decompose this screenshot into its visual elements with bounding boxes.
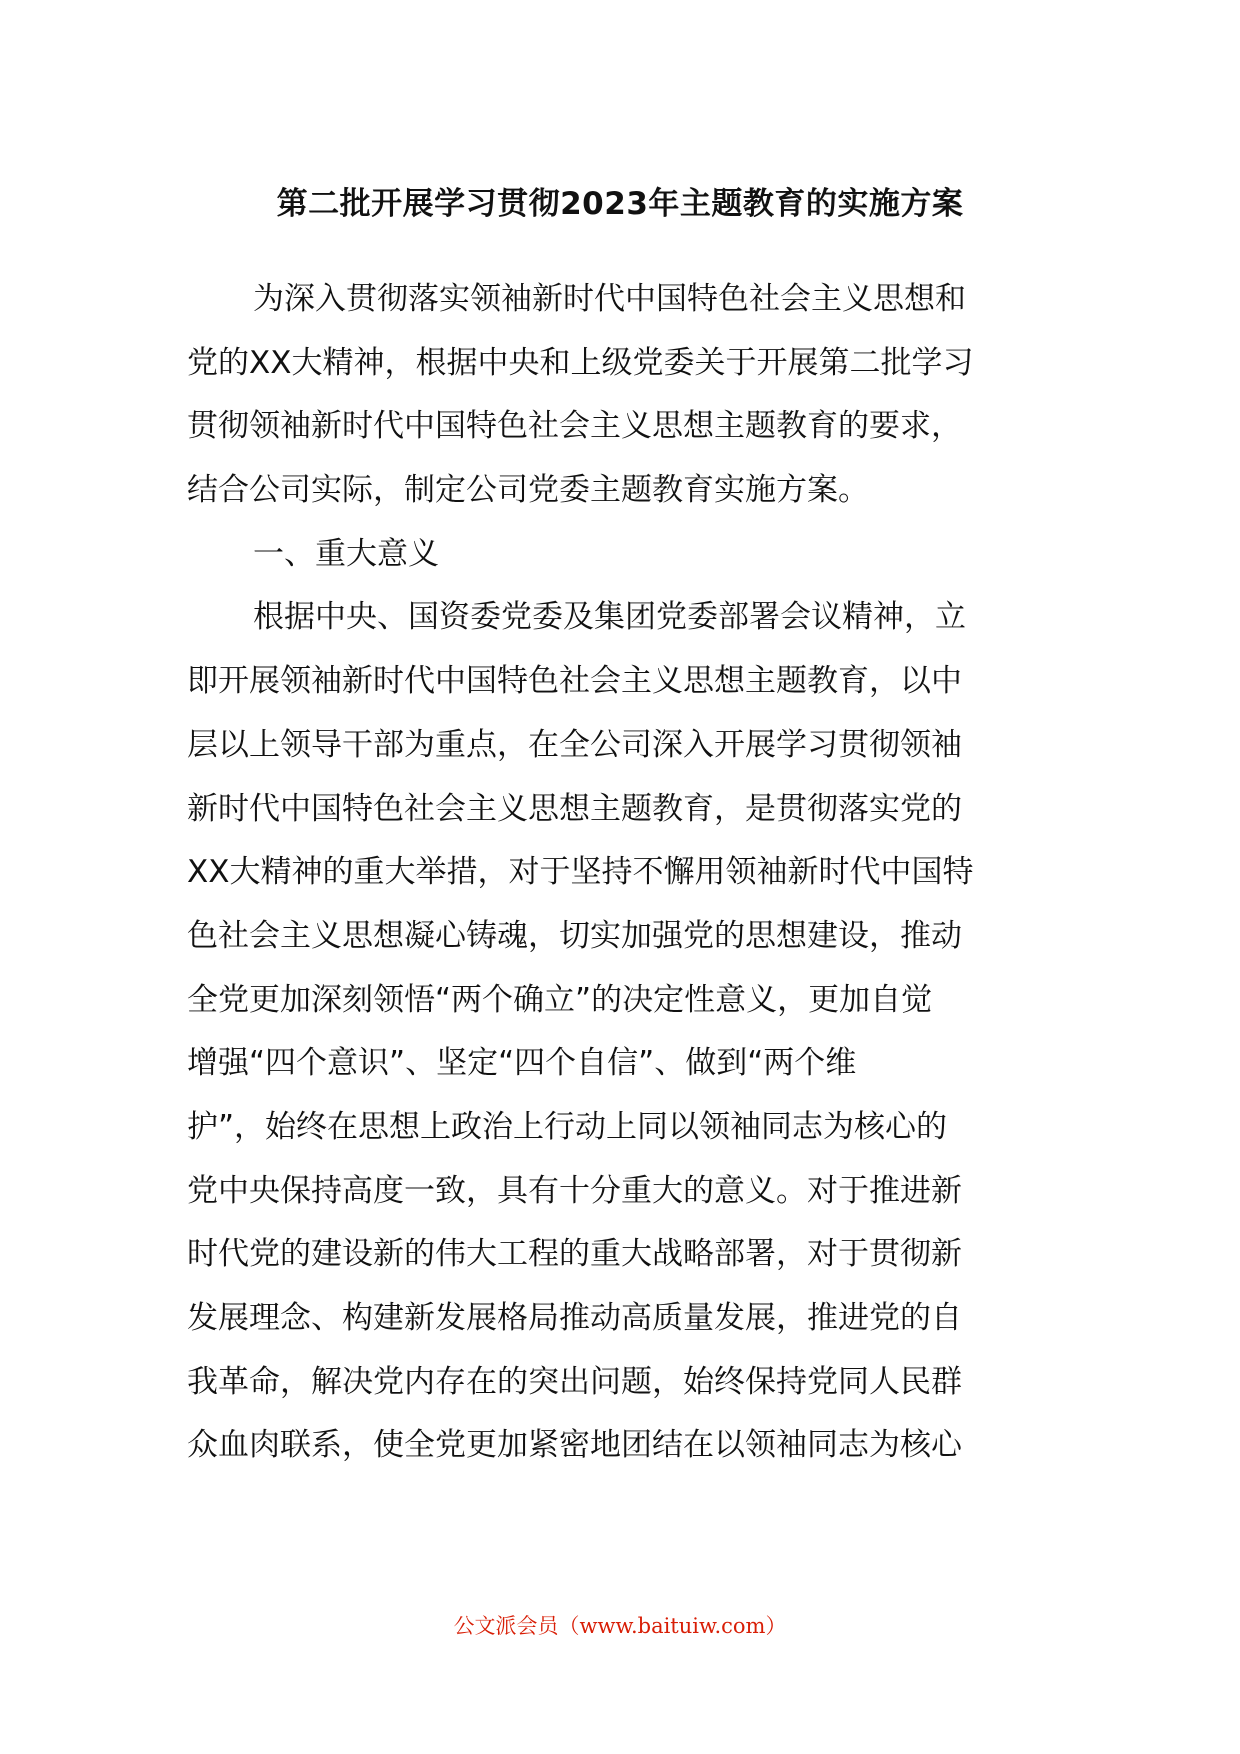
paragraph-line: 发展理念、构建新发展格局推动高质量发展，推进党的自 — [187, 1300, 962, 1336]
paragraph-line: 党中央保持高度一致，具有十分重大的意义。对于推进新 — [187, 1172, 962, 1209]
paragraph-line: XX大精神的重大举措，对于坚持不懈用领袖新时代中国特 — [187, 854, 974, 891]
document-title: 第二批开展学习贯彻2023年主题教育的实施方案 — [276, 186, 964, 222]
paragraph-line: 为深入贯彻落实领袖新时代中国特色社会主义思想和 — [253, 281, 966, 317]
paragraph-line: 贯彻领袖新时代中国特色社会主义思想主题教育的要求， — [187, 408, 962, 445]
paragraph-line: 众血肉联系，使全党更加紧密地团结在以领袖同志为核心 — [187, 1427, 962, 1464]
paragraph-line: 层以上领导干部为重点，在全公司深入开展学习贯彻领袖 — [187, 726, 962, 763]
section-heading: 一、重大意义 — [253, 535, 439, 572]
paragraph-line: 护”，始终在思想上政治上行动上同以领袖同志为核心的 — [187, 1108, 948, 1145]
paragraph-line: 结合公司实际，制定公司党委主题教育实施方案。 — [187, 472, 869, 509]
paragraph-line: 全党更加深刻领悟“两个确立”的决定性意义，更加自觉 — [187, 981, 933, 1018]
paragraph-line: 新时代中国特色社会主义思想主题教育，是贯彻落实党的 — [187, 790, 962, 827]
paragraph-line: 根据中央、国资委党委及集团党委部署会议精神，立 — [253, 599, 966, 636]
paragraph-line: 党的XX大精神，根据中央和上级党委关于开展第二批学习 — [187, 344, 974, 381]
paragraph-line: 时代党的建设新的伟大工程的重大战略部署，对于贯彻新 — [187, 1236, 962, 1273]
paragraph-line: 增强“四个意识”、坚定“四个自信”、做到“两个维 — [187, 1045, 857, 1082]
footer-watermark-link[interactable]: 公文派会员（www.baituiw.com） — [453, 1614, 787, 1638]
paragraph-line: 色社会主义思想凝心铸魂，切实加强党的思想建设，推动 — [187, 917, 962, 954]
paragraph-line: 即开展领袖新时代中国特色社会主义思想主题教育，以中 — [187, 663, 962, 700]
document-body — [187, 268, 1057, 1478]
paragraph-line: 我革命，解决党内存在的突出问题，始终保持党同人民群 — [187, 1363, 962, 1400]
